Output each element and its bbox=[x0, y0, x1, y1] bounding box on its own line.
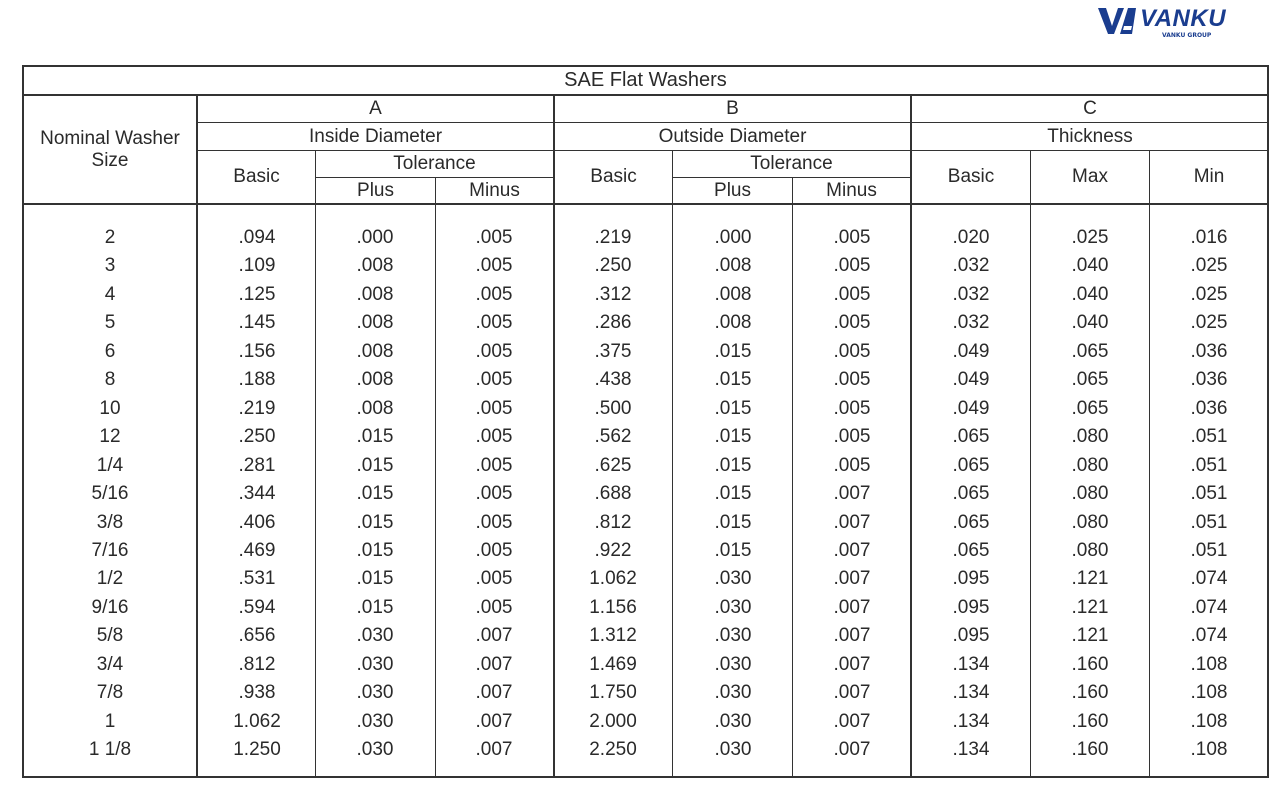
a-plus-cell: .015 bbox=[356, 511, 394, 533]
vanku-logo bbox=[1098, 6, 1238, 38]
a-plus-cell: .015 bbox=[356, 483, 394, 505]
b-minus-cell: .005 bbox=[833, 454, 871, 476]
table-row bbox=[0, 309, 1285, 337]
b-basic-cell: .562 bbox=[594, 426, 632, 448]
vanku-logo-icon bbox=[1098, 8, 1138, 34]
nominal-size-cell: 3/8 bbox=[96, 511, 124, 533]
a-plus-cell: .008 bbox=[356, 255, 394, 277]
c-max-cell: .121 bbox=[1071, 596, 1109, 618]
c-min-cell: .051 bbox=[1190, 426, 1228, 448]
b-minus-cell: .007 bbox=[833, 596, 871, 618]
nominal-washer-size-header: Nominal Washer Size bbox=[40, 127, 180, 171]
c-min-cell: .025 bbox=[1190, 312, 1228, 334]
c-min-cell: .025 bbox=[1190, 255, 1228, 277]
b-minus-cell: .005 bbox=[833, 227, 871, 248]
c-min-cell: .074 bbox=[1190, 596, 1228, 618]
b-plus-cell: .030 bbox=[714, 653, 752, 675]
table-row bbox=[0, 651, 1285, 679]
c-max-cell: .160 bbox=[1071, 710, 1109, 732]
b-minus-cell: .007 bbox=[833, 710, 871, 732]
b-minus-cell: .007 bbox=[833, 739, 871, 761]
a-basic-cell: .594 bbox=[238, 596, 276, 618]
b-minus-cell: .005 bbox=[833, 283, 871, 305]
a-plus-cell: .008 bbox=[356, 283, 394, 305]
a-minus-cell: .005 bbox=[475, 227, 513, 248]
c-min-header: Min bbox=[1193, 166, 1225, 187]
c-basic-cell: .095 bbox=[952, 596, 990, 618]
nominal-size-cell: 10 bbox=[99, 397, 121, 419]
a-basic-cell: .812 bbox=[238, 653, 276, 675]
a-minus-header: Minus bbox=[469, 179, 520, 201]
b-minus-cell: .005 bbox=[833, 340, 871, 362]
nominal-size-cell: 1/4 bbox=[96, 454, 124, 476]
c-min-cell: .108 bbox=[1190, 710, 1228, 732]
b-plus-cell: .008 bbox=[714, 312, 752, 334]
a-basic-cell: .344 bbox=[238, 483, 276, 505]
c-basic-cell: .065 bbox=[952, 539, 990, 561]
b-plus-cell: .015 bbox=[714, 539, 752, 561]
b-minus-cell: .005 bbox=[833, 426, 871, 448]
a-minus-cell: .005 bbox=[475, 312, 513, 334]
c-basic-cell: .020 bbox=[952, 227, 990, 248]
a-basic-header: Basic bbox=[233, 166, 280, 187]
nominal-size-cell: 5/8 bbox=[96, 625, 124, 647]
c-max-cell: .040 bbox=[1071, 255, 1109, 277]
b-plus-cell: .015 bbox=[714, 426, 752, 448]
a-minus-cell: .007 bbox=[475, 739, 513, 761]
c-min-cell: .051 bbox=[1190, 511, 1228, 533]
c-basic-cell: .032 bbox=[952, 283, 990, 305]
a-minus-cell: .005 bbox=[475, 539, 513, 561]
b-plus-header: Plus bbox=[714, 179, 751, 201]
nominal-size-cell: 12 bbox=[99, 426, 121, 448]
table-row bbox=[0, 509, 1285, 537]
c-basic-cell: .049 bbox=[952, 340, 990, 362]
a-plus-cell: .030 bbox=[356, 710, 394, 732]
a-plus-cell: .015 bbox=[356, 539, 394, 561]
c-basic-cell: .032 bbox=[952, 255, 990, 277]
c-max-cell: .065 bbox=[1071, 369, 1109, 391]
b-basic-cell: .500 bbox=[594, 397, 632, 419]
c-min-cell: .025 bbox=[1190, 283, 1228, 305]
c-max-cell: .040 bbox=[1071, 283, 1109, 305]
table-row bbox=[0, 395, 1285, 423]
table-row bbox=[0, 224, 1285, 252]
table-row bbox=[0, 480, 1285, 508]
b-basic-cell: .812 bbox=[594, 511, 632, 533]
nominal-size-cell: 1 bbox=[104, 710, 116, 732]
b-basic-cell: 1.062 bbox=[589, 568, 637, 590]
table-row bbox=[0, 537, 1285, 565]
b-plus-cell: .030 bbox=[714, 625, 752, 647]
c-min-cell: .051 bbox=[1190, 539, 1228, 561]
c-min-cell: .036 bbox=[1190, 397, 1228, 419]
a-plus-cell: .030 bbox=[356, 739, 394, 761]
c-basic-cell: .134 bbox=[952, 682, 990, 704]
b-basic-cell: 2.250 bbox=[589, 739, 637, 761]
b-minus-cell: .007 bbox=[833, 682, 871, 704]
table-row bbox=[0, 338, 1285, 366]
a-basic-cell: .219 bbox=[238, 397, 276, 419]
c-basic-cell: .049 bbox=[952, 369, 990, 391]
b-basic-cell: 1.156 bbox=[589, 596, 637, 618]
a-plus-cell: .008 bbox=[356, 369, 394, 391]
a-minus-cell: .005 bbox=[475, 283, 513, 305]
nominal-size-cell: 3/4 bbox=[96, 653, 124, 675]
b-minus-cell: .007 bbox=[833, 568, 871, 590]
b-minus-cell: .007 bbox=[833, 539, 871, 561]
c-max-cell: .040 bbox=[1071, 312, 1109, 334]
a-basic-cell: .281 bbox=[238, 454, 276, 476]
b-minus-cell: .005 bbox=[833, 312, 871, 334]
group-a-label: Inside Diameter bbox=[308, 125, 443, 147]
b-minus-header: Minus bbox=[826, 179, 877, 201]
c-max-cell: .065 bbox=[1071, 340, 1109, 362]
a-basic-cell: .125 bbox=[238, 283, 276, 305]
c-basic-cell: .065 bbox=[952, 511, 990, 533]
logo-subtitle: VANKU GROUP bbox=[1162, 32, 1212, 39]
a-plus-cell: .008 bbox=[356, 340, 394, 362]
a-plus-cell: .030 bbox=[356, 653, 394, 675]
c-basic-cell: .134 bbox=[952, 653, 990, 675]
a-minus-cell: .005 bbox=[475, 483, 513, 505]
a-basic-cell: .469 bbox=[238, 539, 276, 561]
b-minus-cell: .005 bbox=[833, 255, 871, 277]
table-row bbox=[0, 452, 1285, 480]
a-minus-cell: .007 bbox=[475, 625, 513, 647]
b-plus-cell: .030 bbox=[714, 710, 752, 732]
a-minus-cell: .007 bbox=[475, 653, 513, 675]
group-b-letter: B bbox=[726, 98, 739, 119]
table-row bbox=[0, 281, 1285, 309]
nominal-size-cell: 7/8 bbox=[96, 682, 124, 704]
a-minus-cell: .005 bbox=[475, 511, 513, 533]
c-min-cell: .108 bbox=[1190, 739, 1228, 761]
a-plus-cell: .015 bbox=[356, 568, 394, 590]
a-basic-cell: .188 bbox=[238, 369, 276, 391]
table-row bbox=[0, 252, 1285, 280]
b-minus-cell: .007 bbox=[833, 511, 871, 533]
b-basic-cell: 1.312 bbox=[589, 625, 637, 647]
b-plus-cell: .030 bbox=[714, 596, 752, 618]
nominal-size-cell: 4 bbox=[104, 283, 116, 305]
a-tolerance-header: Tolerance bbox=[393, 153, 476, 174]
b-minus-cell: .005 bbox=[833, 369, 871, 391]
b-tolerance-header: Tolerance bbox=[750, 153, 833, 174]
a-basic-cell: .406 bbox=[238, 511, 276, 533]
c-basic-cell: .134 bbox=[952, 710, 990, 732]
nominal-size-cell: 5/16 bbox=[91, 483, 129, 505]
b-plus-cell: .015 bbox=[714, 454, 752, 476]
c-min-cell: .074 bbox=[1190, 568, 1228, 590]
table-row bbox=[0, 622, 1285, 650]
c-max-cell: .080 bbox=[1071, 483, 1109, 505]
nominal-size-cell: 1 1/8 bbox=[88, 739, 132, 761]
a-basic-cell: .145 bbox=[238, 312, 276, 334]
c-max-cell: .080 bbox=[1071, 511, 1109, 533]
table-row bbox=[0, 565, 1285, 593]
nominal-size-cell: 3 bbox=[104, 255, 116, 277]
table-row bbox=[0, 679, 1285, 707]
c-max-cell: .121 bbox=[1071, 568, 1109, 590]
nominal-size-cell: 5 bbox=[104, 312, 116, 334]
b-minus-cell: .007 bbox=[833, 625, 871, 647]
c-max-cell: .025 bbox=[1071, 227, 1109, 248]
c-min-cell: .036 bbox=[1190, 340, 1228, 362]
group-c-letter: C bbox=[1083, 98, 1097, 119]
b-basic-cell: .219 bbox=[594, 227, 632, 248]
a-plus-cell: .008 bbox=[356, 397, 394, 419]
c-max-cell: .160 bbox=[1071, 682, 1109, 704]
b-plus-cell: .030 bbox=[714, 568, 752, 590]
a-minus-cell: .005 bbox=[475, 596, 513, 618]
b-basic-cell: .688 bbox=[594, 483, 632, 505]
b-plus-cell: .008 bbox=[714, 255, 752, 277]
a-plus-cell: .015 bbox=[356, 454, 394, 476]
a-minus-cell: .007 bbox=[475, 710, 513, 732]
b-plus-cell: .000 bbox=[714, 227, 752, 248]
nominal-size-cell: 7/16 bbox=[91, 539, 129, 561]
b-plus-cell: .015 bbox=[714, 397, 752, 419]
b-minus-cell: .007 bbox=[833, 483, 871, 505]
c-basic-cell: .095 bbox=[952, 568, 990, 590]
a-basic-cell: 1.250 bbox=[233, 739, 281, 761]
c-min-cell: .016 bbox=[1190, 227, 1228, 248]
a-minus-cell: .005 bbox=[475, 340, 513, 362]
a-minus-cell: .005 bbox=[475, 369, 513, 391]
c-max-cell: .080 bbox=[1071, 454, 1109, 476]
logo-brand-name: VANKU bbox=[1140, 5, 1227, 32]
c-basic-header: Basic bbox=[947, 166, 995, 187]
a-basic-cell: .938 bbox=[238, 682, 276, 704]
a-plus-cell: .008 bbox=[356, 312, 394, 334]
c-max-cell: .080 bbox=[1071, 426, 1109, 448]
c-max-cell: .080 bbox=[1071, 539, 1109, 561]
table-row bbox=[0, 423, 1285, 451]
a-basic-cell: 1.062 bbox=[233, 710, 281, 732]
b-basic-cell: .250 bbox=[594, 255, 632, 277]
a-plus-cell: .030 bbox=[356, 625, 394, 647]
b-plus-cell: .030 bbox=[714, 739, 752, 761]
a-plus-cell: .030 bbox=[356, 682, 394, 704]
table-row bbox=[0, 736, 1285, 764]
a-plus-header: Plus bbox=[357, 179, 394, 201]
a-minus-cell: .005 bbox=[475, 454, 513, 476]
a-plus-cell: .000 bbox=[356, 227, 394, 248]
c-min-cell: .036 bbox=[1190, 369, 1228, 391]
a-plus-cell: .015 bbox=[356, 426, 394, 448]
table-row bbox=[0, 708, 1285, 736]
nominal-size-cell: 6 bbox=[104, 340, 116, 362]
c-max-header: Max bbox=[1072, 166, 1108, 187]
a-basic-cell: .156 bbox=[238, 340, 276, 362]
a-basic-cell: .656 bbox=[238, 625, 276, 647]
a-plus-cell: .015 bbox=[356, 596, 394, 618]
c-min-cell: .074 bbox=[1190, 625, 1228, 647]
c-max-cell: .065 bbox=[1071, 397, 1109, 419]
b-plus-cell: .030 bbox=[714, 682, 752, 704]
a-minus-cell: .005 bbox=[475, 255, 513, 277]
nominal-size-cell: 1/2 bbox=[96, 568, 124, 590]
c-basic-cell: .065 bbox=[952, 426, 990, 448]
table-row bbox=[0, 594, 1285, 622]
b-minus-cell: .005 bbox=[833, 397, 871, 419]
c-min-cell: .051 bbox=[1190, 454, 1228, 476]
group-b-label: Outside Diameter bbox=[658, 125, 807, 147]
b-basic-cell: .375 bbox=[594, 340, 632, 362]
b-plus-cell: .015 bbox=[714, 369, 752, 391]
b-basic-cell: .438 bbox=[594, 369, 632, 391]
a-minus-cell: .005 bbox=[475, 426, 513, 448]
a-minus-cell: .005 bbox=[475, 568, 513, 590]
nominal-size-cell: 8 bbox=[104, 369, 116, 391]
a-minus-cell: .005 bbox=[475, 397, 513, 419]
b-basic-cell: .625 bbox=[594, 454, 632, 476]
group-a-letter: A bbox=[369, 98, 382, 119]
c-max-cell: .160 bbox=[1071, 739, 1109, 761]
table-row bbox=[0, 366, 1285, 394]
c-min-cell: .108 bbox=[1190, 682, 1228, 704]
b-basic-cell: 1.469 bbox=[589, 653, 637, 675]
b-basic-cell: 2.000 bbox=[589, 710, 637, 732]
c-basic-cell: .065 bbox=[952, 454, 990, 476]
b-plus-cell: .008 bbox=[714, 283, 752, 305]
c-basic-cell: .049 bbox=[952, 397, 990, 419]
a-minus-cell: .007 bbox=[475, 682, 513, 704]
b-minus-cell: .007 bbox=[833, 653, 871, 675]
c-basic-cell: .032 bbox=[952, 312, 990, 334]
b-plus-cell: .015 bbox=[714, 511, 752, 533]
nominal-size-cell: 9/16 bbox=[91, 596, 129, 618]
a-basic-cell: .109 bbox=[238, 255, 276, 277]
c-basic-cell: .134 bbox=[952, 739, 990, 761]
a-basic-cell: .250 bbox=[238, 426, 276, 448]
nominal-size-cell: 2 bbox=[104, 227, 116, 248]
b-basic-cell: .922 bbox=[594, 539, 632, 561]
rule-under-header bbox=[22, 203, 1269, 205]
b-plus-cell: .015 bbox=[714, 340, 752, 362]
b-basic-cell: .286 bbox=[594, 312, 632, 334]
c-max-cell: .121 bbox=[1071, 625, 1109, 647]
b-basic-cell: .312 bbox=[594, 283, 632, 305]
c-max-cell: .160 bbox=[1071, 653, 1109, 675]
b-basic-header: Basic bbox=[590, 166, 637, 187]
b-basic-cell: 1.750 bbox=[589, 682, 637, 704]
table-title: SAE Flat Washers bbox=[564, 69, 727, 91]
c-min-cell: .051 bbox=[1190, 483, 1228, 505]
a-basic-cell: .094 bbox=[238, 227, 276, 248]
b-plus-cell: .015 bbox=[714, 483, 752, 505]
a-basic-cell: .531 bbox=[238, 568, 276, 590]
c-min-cell: .108 bbox=[1190, 653, 1228, 675]
group-c-label: Thickness bbox=[1047, 125, 1133, 147]
c-basic-cell: .065 bbox=[952, 483, 990, 505]
c-basic-cell: .095 bbox=[952, 625, 990, 647]
